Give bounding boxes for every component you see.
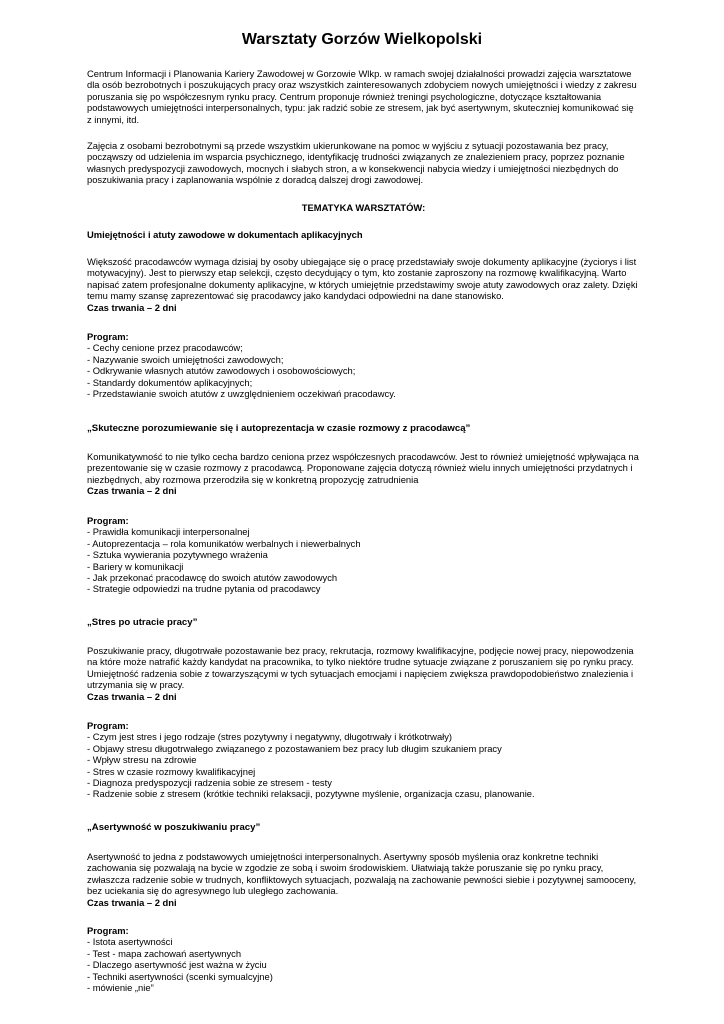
- program-item: - Nazywanie swoich umiejętności zawodowych;: [87, 353, 284, 365]
- program-item: - Diagnoza predyspozycji radzenia sobie ze stresem - testy: [87, 777, 332, 789]
- workshop-duration: Czas trwania – 2 dni: [87, 690, 177, 702]
- program-item: - Strategie odpowiedzi na trudne pytania od pracodawcy: [87, 583, 321, 595]
- program-item: - Dlaczego asertywność jest ważna w życiu: [87, 959, 267, 971]
- page-title: Warsztaty Gorzów Wielkopolski: [241, 31, 483, 48]
- workshop-program: [87, 515, 640, 595]
- workshop-title: „Asertywność w poszukiwaniu pracy”: [87, 822, 261, 833]
- program-item: - Bariery w komunikacji: [87, 560, 184, 572]
- program-item: - Techniki asertywności (scenki symualcyjne): [87, 970, 273, 982]
- intro-paragraph-2: Zajęcia z osobami bezrobotnymi są przede wszystkim ukierunkowane na pomoc w wyjściu z sytuacji pozostawania bez pracy, począwszy od udzielenia im wsparcia psychicznego, identyfikację trudności związanych ze znalezieniem pracy, poprzez poznanie własnych predyspozycji zawodowych, mocnych i słabych stron, a w konsekwencji nabycia wiedzy i umiejętności niezbędnych do poszukiwania pracy i zaplanowania wspólnie z doradcą dalszej drogi zawodowej.: [87, 140, 625, 186]
- program-item: - Prawidła komunikacji interpersonalnej: [87, 526, 250, 538]
- workshop-title: Umiejętności i atuty zawodowe w dokumentach aplikacyjnych: [87, 229, 363, 240]
- workshop-description: Poszukiwanie pracy, długotrwałe pozostawanie bez pracy, rekrutacja, rozmowy kwalifikacyjne, podjęcie nowej pracy, niepowodzenia na które może natrafić każdy kandydat na pracownika, to tylko niektóre trudne sytuacje związane z poruszaniem się po rynku pracy. Umiejętność radzenia sobie z towarzyszącymi w tych sytuacjach emocjami i napięciem zwiększa prawdopodobieństwo znalezienia i utrzymania się w pracy. Czas trwania – 2 dni: [87, 645, 640, 702]
- workshop-title: „Stres po utracie pracy”: [87, 617, 198, 628]
- workshop-description: Większość pracodawców wymaga dzisiaj by osoby ubiegające się o pracę przedstawiały swoje dokumenty aplikacyjne (życiorys i list motywacyjny). Jest to pierwszy etap selekcji, często decydujący o tym, kto zostanie zaproszony na rozmowę kwalifikacyjną. Warto napisać zatem profesjonalne dokumenty aplikacyjne, w których umiejętnie przedstawimy swoje atuty zawodowych oraz zalety. Dzięki temu mamy szansę zaprezentować się pracodawcy jako kandydaci odpowiedni na dane stanowisko. Czas trwania – 2 dni: [87, 256, 640, 313]
- program-label: Program:: [87, 925, 129, 936]
- workshop-duration: Czas trwania – 2 dni: [87, 301, 177, 313]
- program-item: - Radzenie sobie z stresem (krótkie techniki relaksacji, pozytywne myślenie, organizacja czasu, planowanie.: [87, 788, 535, 800]
- workshop-program: [87, 925, 640, 993]
- program-item: - Istota asertywności: [87, 936, 173, 948]
- program-item: - Sztuka wywierania pozytywnego wrażenia: [87, 549, 268, 561]
- program-item: - Stres w czasie rozmowy kwalifikacyjnej: [87, 765, 256, 777]
- workshop-duration: Czas trwania – 2 dni: [87, 485, 177, 497]
- workshop-description: Komunikatywność to nie tylko cecha bardzo ceniona przez współczesnych pracodawców. Jest to również umiejętność wpływająca na prezentowanie się w czasie rozmowy z pracodawcą. Proponowane zajęcia dotyczą również wielu innych umiejętności przydatnych i niezbędnych, aby rozmowa przerodziła się w konkretną propozycję zatrudnienia Czas trwania – 2 dni: [87, 451, 639, 497]
- program-item: - Wpływ stresu na zdrowie: [87, 754, 197, 766]
- section-heading: TEMATYKA WARSZTATÓW:: [301, 202, 426, 213]
- program-label: Program:: [87, 720, 129, 731]
- program-item: - Czym jest stres i jego rodzaje (stres pozytywny i negatywny, długotrwały i krótkotrwały): [87, 731, 453, 743]
- workshop-program: [87, 331, 640, 399]
- program-item: - mówienie „nie”: [87, 982, 154, 994]
- workshop-description: Asertywność to jedna z podstawowych umiejętności interpersonalnych. Asertywny sposób myślenia oraz konkretne techniki zachowania się pozwalają na bycie w zgodzie ze sobą i swoim środowiskiem. Ułatwiają także poruszanie się po rynku pracy, zwłaszcza radzenie sobie w trudnych, konfliktowych sytuacjach, pozwalają na zachowanie pewności siebie i pozytywnej samooceny, bez uciekania się do agresywnego lub uległego zachowania. Czas trwania – 2 dni: [87, 851, 640, 908]
- program-item: - Przedstawianie swoich atutów z uwzględnieniem oczekiwań pracodawcy.: [87, 388, 396, 400]
- program-label: Program:: [87, 515, 129, 526]
- program-item: - Jak przekonać pracodawcę do swoich atutów zawodowych: [87, 572, 338, 584]
- program-item: - Autoprezentacja – rola komunikatów werbalnych i niewerbalnych: [87, 537, 361, 549]
- program-item: - Standardy dokumentów aplikacyjnych;: [87, 376, 253, 388]
- program-item: - Objawy stresu długotrwałego związanego z pozostawaniem bez pracy lub długim szukaniem pracy: [87, 742, 502, 754]
- program-item: - Cechy cenione przez pracodawców;: [87, 342, 243, 354]
- intro-paragraph-1: Centrum Informacji i Planowania Kariery Zawodowej w Gorzowie Wlkp. w ramach swojej działalności prowadzi zajęcia warsztatowe dla osób bezrobotnych i poszukujących pracy oraz wszystkich zainteresowanych zdobyciem nowych umiejętności i wiedzy z zakresu poruszania się po współczesnym rynku pracy. Centrum proponuje również treningi psychologiczne, dotyczące kształtowania podstawowych umiejętności interpersonalnych, typu: jak radzić sobie ze stresem, jak być asertywnym, skuteczniej komunikować się z innymi, itd.: [87, 68, 637, 125]
- workshop-duration: Czas trwania – 2 dni: [87, 896, 177, 908]
- workshop-program: [87, 720, 640, 800]
- workshop-title: „Skuteczne porozumiewanie się i autoprezentacja w czasie rozmowy z pracodawcą”: [87, 423, 471, 434]
- program-item: - Test - mapa zachowań asertywnych: [87, 947, 242, 959]
- program-label: Program:: [87, 331, 129, 342]
- program-item: - Odkrywanie własnych atutów zawodowych i osobowościowych;: [87, 365, 356, 377]
